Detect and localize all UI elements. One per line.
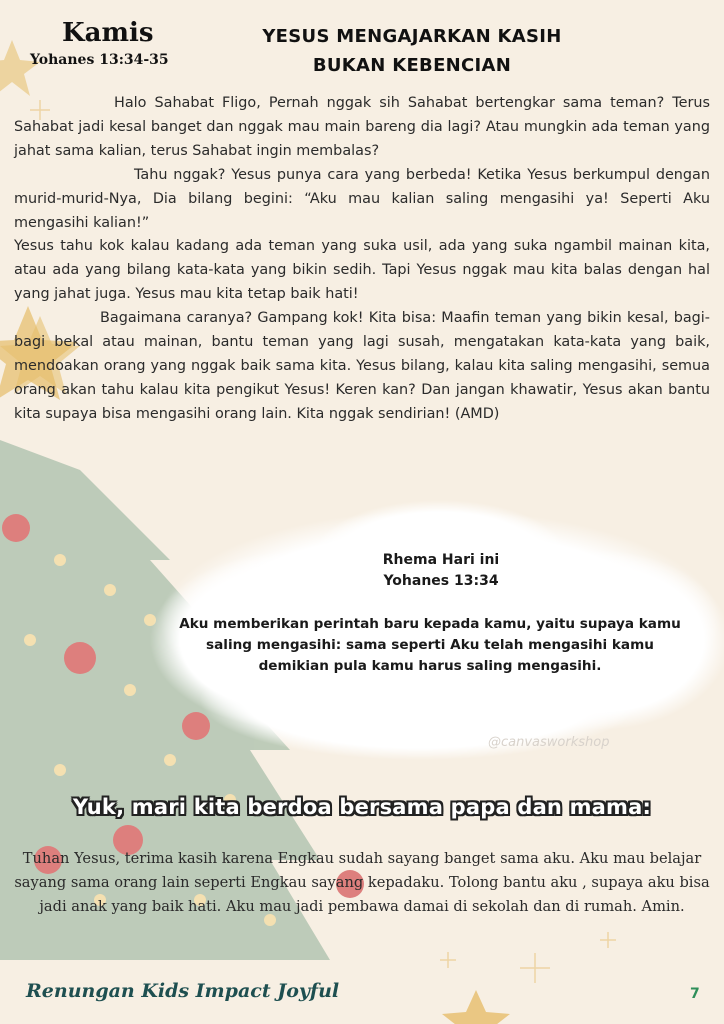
paragraph-1: Halo Sahabat Fligo, Pernah nggak sih Sahabat bertengkar sama teman? Terus Sahabat jadi kesal banget dan nggak mau main bareng dia lagi? Atau mungkin ada teman yang jahat sama kalian, terus Sahabat ingin membalas?: [14, 95, 710, 159]
title-line-2: BUKAN KEBENCIAN: [312, 55, 512, 76]
devotional-title: [262, 22, 562, 80]
paragraph-2: Tahu nggak? Yesus punya cara yang berbeda! Ketika Yesus berkumpul dengan murid-murid-Nya, Dia bilang begini: “Aku mau kalian saling mengasihi ya! Seperti Aku mengasihi kalian!”: [14, 166, 710, 231]
rhema-heading: [336, 550, 546, 592]
devotional-body: [14, 92, 710, 427]
rhema-label: Rhema Hari ini: [382, 552, 500, 568]
prayer-heading: Yuk, mari kita berdoa bersama papa dan mama:: [72, 795, 652, 819]
watermark: @canvasworkshop: [488, 735, 610, 750]
paragraph-3: Yesus tahu kok kalau kadang ada teman yang suka usil, ada yang suka ngambil mainan kita, atau ada yang bilang kata-kata yang bikin sedih. Tapi Yesus nggak mau kita balas dengan hal yang jahat juga. Yesus mau kita tetap baik hati!: [14, 238, 710, 303]
title-line-1: YESUS MENGAJARKAN KASIH: [262, 26, 562, 47]
scripture-reference: Yohanes 13:34-35: [30, 52, 169, 68]
prayer-text: Tuhan Yesus, terima kasih karena Engkau sudah sayang banget sama aku. Aku mau belajar sayang sama orang lain seperti Engkau sayang kepadaku. Tolong bantu aku , supaya aku bisa jadi anak yang baik hati. Aku mau jadi pembawa damai di sekolah dan di rumah. Amin.: [14, 850, 710, 915]
page-number: 7: [690, 986, 700, 1002]
day-label: Kamis: [62, 18, 154, 48]
rhema-verse: Aku memberikan perintah baru kepada kamu, yaitu supaya kamu saling mengasihi: sama seperti Aku telah mengasihi kamu demikian pula kamu harus saling mengasihi.: [179, 616, 681, 674]
footer-brand: Renungan Kids Impact Joyful: [26, 980, 340, 1002]
rhema-reference: Yohanes 13:34: [383, 573, 499, 589]
paragraph-4: Bagaimana caranya? Gampang kok! Kita bisa: Maafin teman yang bikin kesal, bagi-bagi bekal atau mainan, bantu teman yang lagi susah, mengatakan kata-kata yang baik, mendoakan orang yang nggak baik sama kita. Yesus bilang, kalau kita saling mengasihi, semua orang akan tahu kalau kita pengikut Yesus! Keren kan? Dan jangan khawatir, Yesus akan bantu kita supaya bisa mengasihi orang lain. Kita nggak sendirian! (AMD): [14, 310, 710, 422]
